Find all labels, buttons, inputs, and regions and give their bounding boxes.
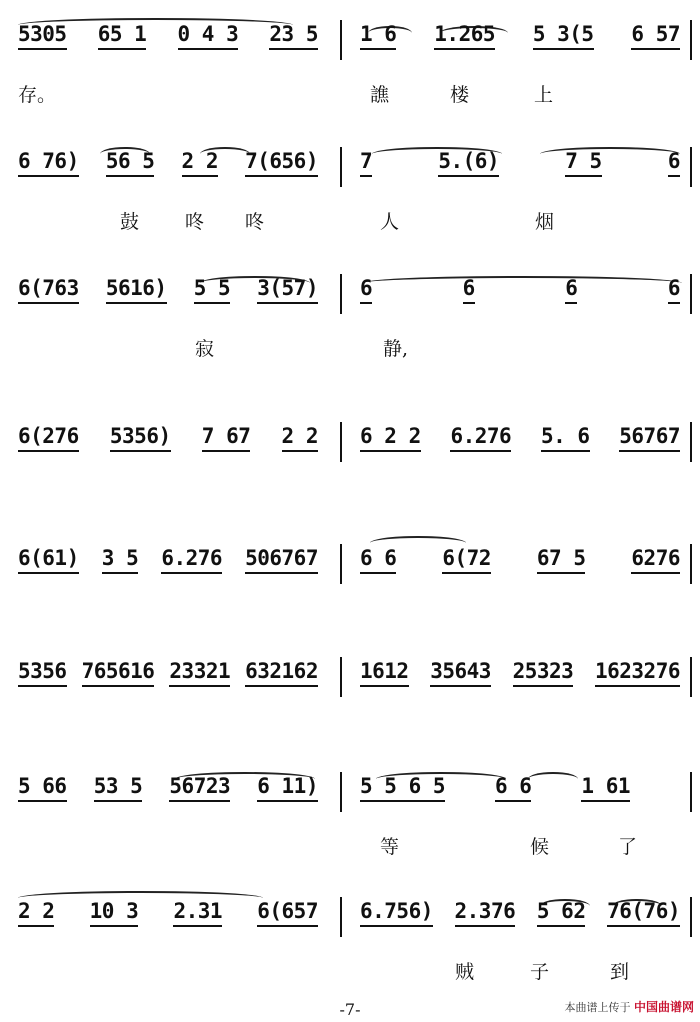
measure-left [18, 410, 318, 470]
note-group: 76(76) [607, 899, 680, 923]
note-group: 6(72 [442, 546, 491, 570]
page-number: -7- [339, 1000, 361, 1019]
note-group: 6 [462, 276, 475, 300]
note-group: 6276 [631, 546, 680, 570]
note-group: 10 3 [89, 899, 139, 923]
lyric-char: 子 [530, 961, 550, 983]
bar-line [690, 897, 692, 937]
note-group: 5616) [105, 276, 167, 300]
bar-line [340, 20, 342, 60]
note-group: 0 4 3 [177, 22, 239, 46]
bar-line [340, 897, 342, 937]
measure-right [360, 760, 680, 820]
note-group: 2.376 [454, 899, 516, 923]
note-group: 5 66 [18, 774, 67, 798]
notes-row [0, 645, 700, 705]
note-group: 5.(6) [438, 149, 500, 173]
note-group: 56 5 [105, 149, 155, 173]
lyric-char: 候 [530, 836, 550, 858]
measure-left [18, 262, 318, 322]
lyric-char: 譙 [370, 84, 390, 106]
note-group: 6.276 [161, 546, 223, 570]
note-group: 6.756) [360, 899, 433, 923]
bar-line [690, 544, 692, 584]
note-group: 3(57) [257, 276, 318, 300]
lyric-char: 楼 [450, 84, 470, 106]
note-group: 6 76) [18, 149, 79, 173]
note-group: 632162 [245, 659, 318, 683]
note-group: 5 5 [193, 276, 231, 300]
measure-right [360, 8, 680, 68]
bar-line [690, 147, 692, 187]
bar-line [340, 772, 342, 812]
note-group: 1.265 [434, 22, 495, 46]
note-group: 1623276 [594, 659, 680, 683]
lyric-char: 人 [380, 211, 400, 233]
notes-row [0, 262, 700, 322]
note-group: 5 3(5 [532, 22, 594, 46]
note-group: 1 6 [360, 22, 397, 46]
score-system-6 [0, 645, 700, 765]
note-group: 23321 [169, 659, 231, 683]
notes-row [0, 885, 700, 945]
lyric-char: 鼓 [120, 211, 140, 233]
note-group: 2 2 [281, 424, 318, 448]
note-group: 56723 [169, 774, 231, 798]
bar-line [690, 772, 692, 812]
lyric-char: 咚 [245, 211, 265, 233]
lyrics-row [0, 832, 700, 872]
score-system-4 [0, 410, 700, 530]
note-group: 7 [360, 149, 373, 173]
lyric-char: 上 [534, 84, 554, 106]
note-group: 6 [565, 276, 578, 300]
notes-row [0, 532, 700, 592]
score-system-3 [0, 262, 700, 382]
note-group: 5 5 6 5 [360, 774, 446, 798]
measure-left [18, 135, 318, 195]
lyric-char: 烟 [535, 211, 555, 233]
lyric-char: 静, [383, 338, 409, 360]
watermark [564, 998, 694, 1015]
score-system-8 [0, 885, 700, 1005]
measure-right [360, 135, 680, 195]
note-group: 7 67 [201, 424, 251, 448]
watermark-prefix: 本曲谱上传于 [564, 1001, 631, 1014]
note-group: 5356) [109, 424, 171, 448]
score-system-2 [0, 135, 700, 255]
bar-line [340, 657, 342, 697]
note-group: 7(656) [245, 149, 318, 173]
watermark-brand: 中国曲谱网 [633, 1000, 694, 1014]
lyrics-row [0, 957, 700, 997]
note-group: 6 [667, 276, 680, 300]
note-group: 6 6 [360, 546, 397, 570]
note-group: 6(763 [18, 276, 79, 300]
bar-line [690, 20, 692, 60]
lyric-char: 了 [618, 836, 638, 858]
notes-row [0, 8, 700, 68]
lyric-char: 寂 [195, 338, 215, 360]
note-group: 5305 [18, 22, 67, 46]
notes-row [0, 760, 700, 820]
note-group: 23 5 [269, 22, 318, 46]
lyrics-row [0, 80, 700, 120]
measure-left [18, 885, 318, 945]
lyric-char: 存。 [18, 84, 57, 106]
notes-row [0, 135, 700, 195]
note-group: 6 2 2 [360, 424, 421, 448]
note-group: 6 57 [631, 22, 680, 46]
lyric-char: 贼 [455, 961, 475, 983]
note-group: 5. 6 [540, 424, 590, 448]
bar-line [690, 422, 692, 462]
bar-line [340, 147, 342, 187]
measure-right [360, 645, 680, 705]
note-group: 6 [667, 149, 680, 173]
note-group: 6(276 [18, 424, 79, 448]
measure-right [360, 532, 680, 592]
bar-line [690, 657, 692, 697]
bar-line [340, 544, 342, 584]
lyric-char: 等 [380, 836, 400, 858]
note-group: 2.31 [173, 899, 223, 923]
note-group: 6 11) [257, 774, 318, 798]
note-group: 6(61) [18, 546, 79, 570]
measure-right [360, 262, 680, 322]
note-group: 25323 [512, 659, 574, 683]
notes-row [0, 410, 700, 470]
note-group: 56767 [619, 424, 680, 448]
bar-line [690, 274, 692, 314]
note-group: 506767 [245, 546, 318, 570]
note-group: 7 5 [565, 149, 602, 173]
measure-left [18, 532, 318, 592]
note-group: 6 6 [495, 774, 532, 798]
note-group: 5356 [18, 659, 67, 683]
measure-right [360, 410, 680, 470]
note-group: 1612 [360, 659, 409, 683]
measure-left [18, 645, 318, 705]
measure-right [360, 885, 680, 945]
score-system-5 [0, 532, 700, 652]
note-group: 65 1 [97, 22, 147, 46]
bar-line [340, 422, 342, 462]
note-group: 1 61 [581, 774, 630, 798]
lyrics-row [0, 334, 700, 374]
lyric-char: 到 [610, 961, 630, 983]
measure-left [18, 760, 318, 820]
score-system-1 [0, 8, 700, 128]
note-group: 67 5 [536, 546, 586, 570]
note-group: 2 2 [181, 149, 218, 173]
note-group: 2 2 [18, 899, 55, 923]
note-group: 6 [360, 276, 373, 300]
lyric-char: 咚 [185, 211, 205, 233]
measure-left [18, 8, 318, 68]
note-group: 6.276 [450, 424, 512, 448]
note-group: 3 5 [101, 546, 139, 570]
score-system-7 [0, 760, 700, 880]
note-group: 5 62 [536, 899, 586, 923]
note-group: 6(657 [257, 899, 318, 923]
note-group: 765616 [81, 659, 155, 683]
note-group: 53 5 [93, 774, 143, 798]
note-group: 35643 [430, 659, 491, 683]
bar-line [340, 274, 342, 314]
lyrics-row [0, 207, 700, 247]
